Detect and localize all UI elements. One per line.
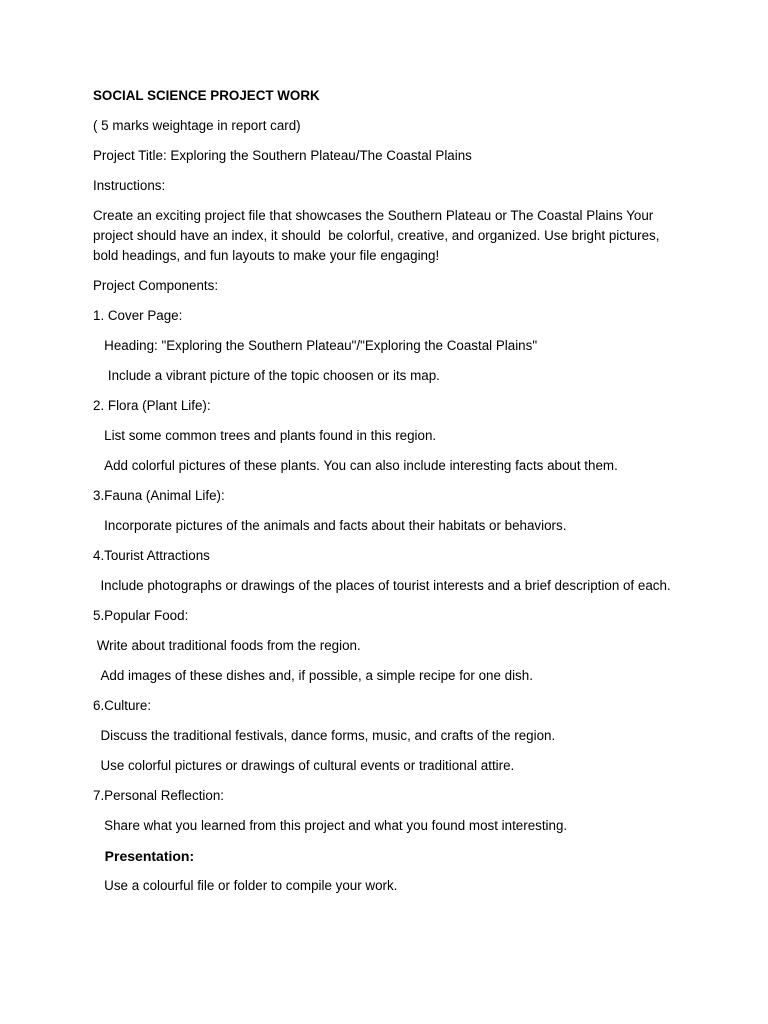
food-line: Write about traditional foods from the region. <box>93 638 361 653</box>
food-line: Add images of these dishes and, if possible, a simple recipe for one dish. <box>93 668 533 683</box>
flora-heading: 2. Flora (Plant Life): <box>93 398 211 413</box>
culture-heading: 6.Culture: <box>93 698 152 713</box>
project-title: Project Title: Exploring the Southern Plateau/The Coastal Plains <box>93 148 472 163</box>
weightage-note: ( 5 marks weightage in report card) <box>93 118 301 133</box>
culture-line: Use colorful pictures or drawings of cultural events or traditional attire. <box>93 758 515 773</box>
cover-page-line: Include a vibrant picture of the topic choosen or its map. <box>93 368 440 383</box>
tourist-heading: 4.Tourist Attractions <box>93 548 210 563</box>
presentation-line: Use a colourful file or folder to compile your work. <box>93 878 398 893</box>
flora-line: Add colorful pictures of these plants. You can also include interesting facts about them. <box>93 458 618 473</box>
presentation-heading: Presentation: <box>93 848 195 864</box>
tourist-line: Include photographs or drawings of the places of tourist interests and a brief description of each. <box>93 578 671 593</box>
cover-page-heading: 1. Cover Page: <box>93 308 183 323</box>
fauna-heading: 3.Fauna (Animal Life): <box>93 488 225 503</box>
food-heading: 5.Popular Food: <box>93 608 189 623</box>
culture-line: Discuss the traditional festivals, dance forms, music, and crafts of the region. <box>93 728 556 743</box>
fauna-line: Incorporate pictures of the animals and facts about their habitats or behaviors. <box>93 518 567 533</box>
instructions-label: Instructions: <box>93 178 166 193</box>
reflection-heading: 7.Personal Reflection: <box>93 788 225 803</box>
document-title: SOCIAL SCIENCE PROJECT WORK <box>93 88 320 103</box>
document-page <box>93 86 683 906</box>
flora-line: List some common trees and plants found in this region. <box>93 428 437 443</box>
intro-paragraph: Create an exciting project file that showcases the Southern Plateau or The Coastal Plains Your project should have an index, it should be colorful, creative, and organized. Use bright pictures, bold headings, and fun layouts to make your file engaging! <box>93 208 664 263</box>
reflection-line: Share what you learned from this project and what you found most interesting. <box>93 818 568 833</box>
components-label: Project Components: <box>93 278 219 293</box>
cover-page-line: Heading: "Exploring the Southern Plateau"/"Exploring the Coastal Plains" <box>93 338 538 353</box>
